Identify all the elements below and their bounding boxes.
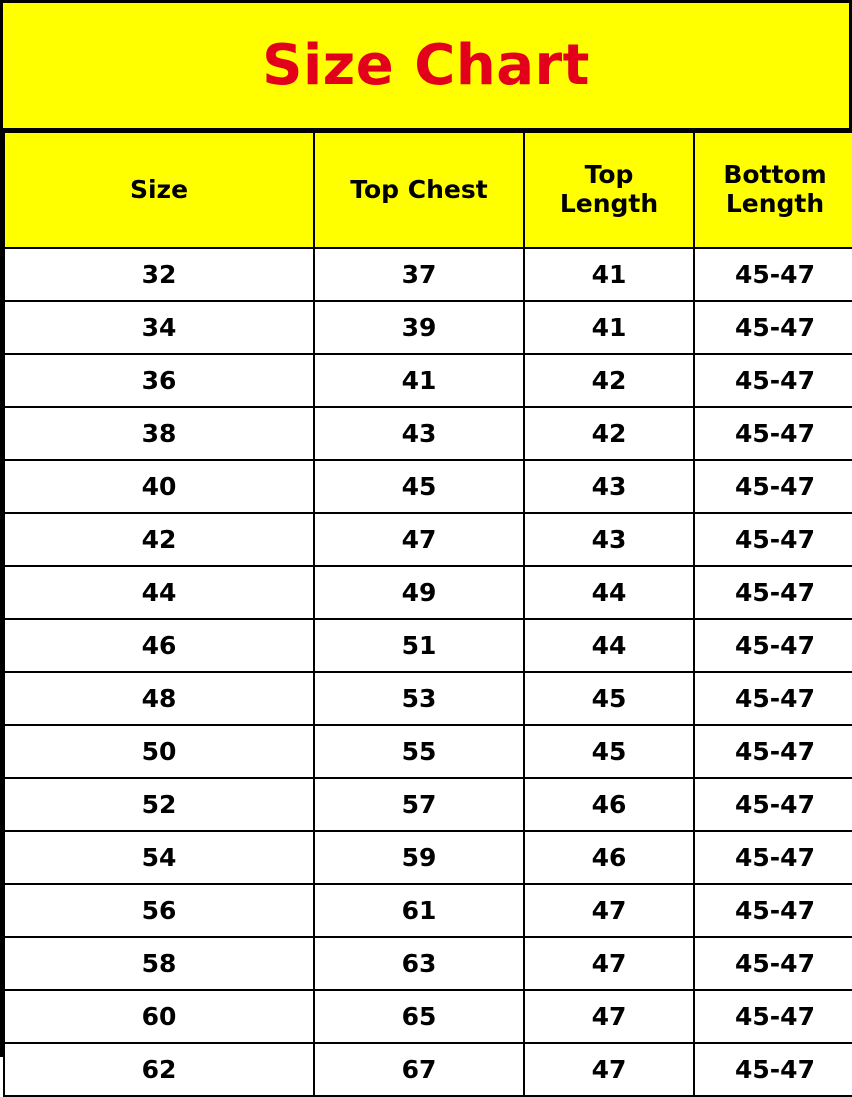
cell-top-chest: 55: [314, 725, 524, 778]
table-header: [4, 132, 852, 248]
cell-bottom-length: 45-47: [694, 990, 852, 1043]
cell-bottom-length: 45-47: [694, 248, 852, 301]
table-row: [4, 937, 852, 990]
cell-size: 42: [4, 513, 314, 566]
column-header-bottom-length-line2: Length: [725, 189, 825, 218]
cell-top-length: 47: [524, 1043, 694, 1096]
cell-top-length: 47: [524, 937, 694, 990]
cell-bottom-length: 45-47: [694, 301, 852, 354]
column-header-bottom-length-line1: Bottom: [723, 160, 827, 190]
cell-top-chest: 57: [314, 778, 524, 831]
chart-title-bar: [3, 3, 849, 131]
cell-top-chest: 53: [314, 672, 524, 725]
table-row: [4, 1043, 852, 1096]
cell-top-chest: 41: [314, 354, 524, 407]
cell-size: 60: [4, 990, 314, 1043]
cell-top-chest: 59: [314, 831, 524, 884]
cell-size: 46: [4, 619, 314, 672]
table-row: [4, 619, 852, 672]
cell-top-chest: 39: [314, 301, 524, 354]
table-row: [4, 672, 852, 725]
cell-top-chest: 61: [314, 884, 524, 937]
cell-top-length: 41: [524, 248, 694, 301]
cell-bottom-length: 45-47: [694, 513, 852, 566]
cell-top-length: 47: [524, 884, 694, 937]
table-row: [4, 301, 852, 354]
cell-bottom-length: 45-47: [694, 778, 852, 831]
cell-top-length: 44: [524, 619, 694, 672]
cell-bottom-length: 45-47: [694, 831, 852, 884]
cell-top-length: 46: [524, 778, 694, 831]
cell-size: 34: [4, 301, 314, 354]
cell-bottom-length: 45-47: [694, 884, 852, 937]
cell-top-length: 46: [524, 831, 694, 884]
cell-bottom-length: 45-47: [694, 1043, 852, 1096]
cell-size: 50: [4, 725, 314, 778]
table-row: [4, 407, 852, 460]
column-header-top-length-line2: Length: [559, 189, 659, 218]
column-header-top-chest: [314, 132, 524, 248]
table-header-row: [4, 132, 852, 248]
table-row: [4, 513, 852, 566]
column-header-size-line1: Size: [129, 174, 189, 204]
cell-bottom-length: 45-47: [694, 566, 852, 619]
cell-size: 62: [4, 1043, 314, 1096]
cell-bottom-length: 45-47: [694, 937, 852, 990]
cell-size: 54: [4, 831, 314, 884]
cell-top-length: 45: [524, 672, 694, 725]
table-row: [4, 831, 852, 884]
cell-top-chest: 49: [314, 566, 524, 619]
column-header-size: [4, 132, 314, 248]
cell-top-chest: 47: [314, 513, 524, 566]
cell-bottom-length: 45-47: [694, 672, 852, 725]
table-row: [4, 884, 852, 937]
column-header-top-length-line1: Top: [584, 160, 634, 190]
table-row: [4, 990, 852, 1043]
cell-size: 38: [4, 407, 314, 460]
cell-size: 36: [4, 354, 314, 407]
cell-size: 48: [4, 672, 314, 725]
cell-size: 58: [4, 937, 314, 990]
table-row: [4, 778, 852, 831]
cell-bottom-length: 45-47: [694, 407, 852, 460]
cell-size: 44: [4, 566, 314, 619]
cell-bottom-length: 45-47: [694, 460, 852, 513]
cell-size: 32: [4, 248, 314, 301]
cell-top-length: 45: [524, 725, 694, 778]
column-header-bottom-length: [694, 132, 852, 248]
cell-size: 40: [4, 460, 314, 513]
cell-size: 52: [4, 778, 314, 831]
cell-top-length: 43: [524, 460, 694, 513]
size-chart-table: [3, 131, 852, 1097]
column-header-top-chest-line1: Top Chest: [350, 174, 488, 204]
cell-size: 56: [4, 884, 314, 937]
cell-bottom-length: 45-47: [694, 354, 852, 407]
table-row: [4, 566, 852, 619]
column-header-top-length: [524, 132, 694, 248]
table-body: [4, 248, 852, 1096]
cell-top-length: 42: [524, 407, 694, 460]
cell-top-length: 43: [524, 513, 694, 566]
page-title: Size Chart: [262, 32, 590, 98]
cell-top-chest: 65: [314, 990, 524, 1043]
table-row: [4, 460, 852, 513]
cell-top-chest: 63: [314, 937, 524, 990]
table-row: [4, 248, 852, 301]
cell-top-chest: 45: [314, 460, 524, 513]
cell-top-length: 42: [524, 354, 694, 407]
cell-top-chest: 51: [314, 619, 524, 672]
cell-top-length: 44: [524, 566, 694, 619]
cell-bottom-length: 45-47: [694, 725, 852, 778]
cell-top-chest: 43: [314, 407, 524, 460]
cell-top-length: 41: [524, 301, 694, 354]
table-row: [4, 725, 852, 778]
table-row: [4, 354, 852, 407]
cell-top-length: 47: [524, 990, 694, 1043]
cell-top-chest: 37: [314, 248, 524, 301]
cell-bottom-length: 45-47: [694, 619, 852, 672]
cell-top-chest: 67: [314, 1043, 524, 1096]
